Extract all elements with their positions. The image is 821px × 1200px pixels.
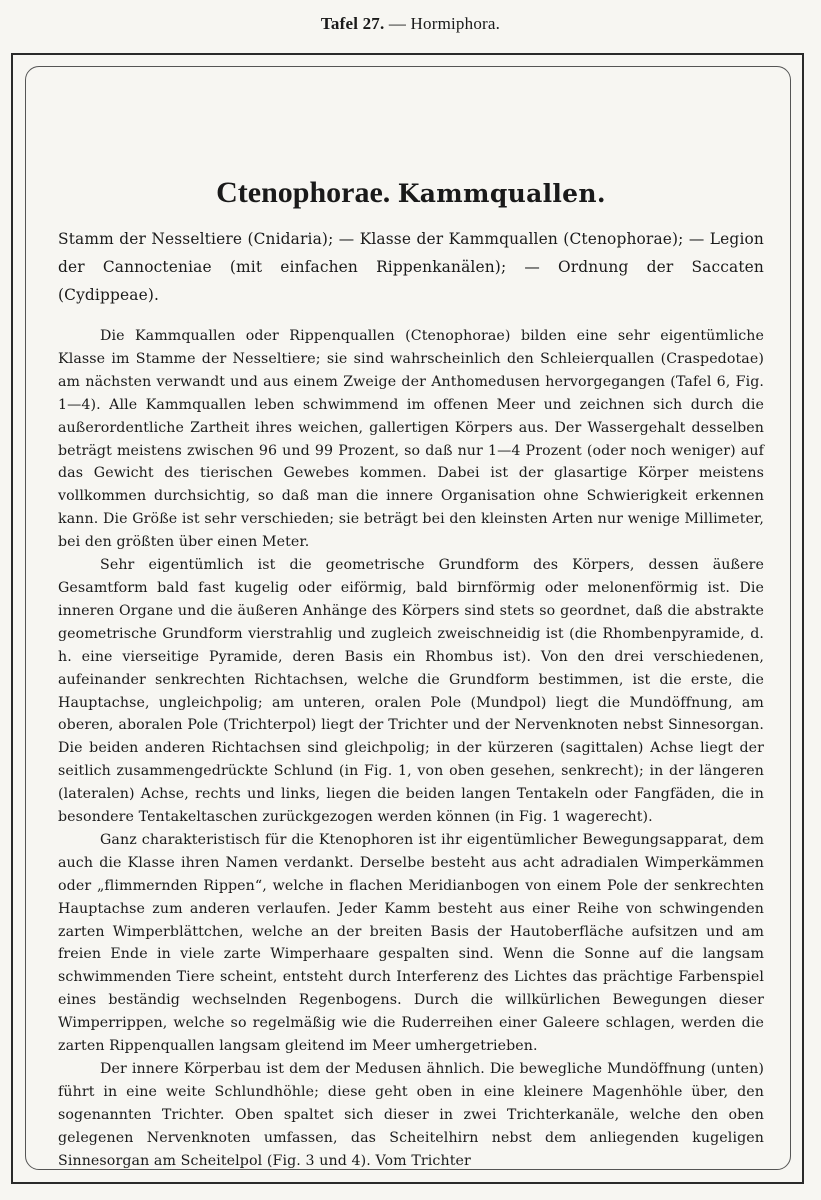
header-separator: — — [388, 14, 407, 33]
paragraph-3: Ganz charakteristisch für die Ktenophoren ist ihr eigentümlicher Bewegungsapparat, dem auch die Klasse ihren Namen verdankt. Derselbe besteht aus acht adradialen Wimperkämmen oder „flimmernden Rippen“, welche in flachen Meridianbogen von einem Pole der senkrechten Hauptachse zum anderen verlaufen. Jeder Kamm besteht aus einer Reihe von schwingenden zarten Wimperblättchen, welche an der breiten Basis der Hautoberfläche aufsitzen und am freien Ende in viele zarte Wimperhaare gespalten sind. Wenn die Sonne auf die langsam schwimmenden Tiere scheint, entsteht durch Interferenz des Lichtes das prächtige Farbenspiel eines beständig wechselnden Regenbogens. Durch die willkürlichen Bewegungen dieser Wimperrippen, welche so regelmäßig wie die Ruderreihen einer Galeere schlagen, werden die zarten Rippenquallen langsam gleitend im Meer umhergetrieben. — [58, 831, 764, 1055]
page-title — [58, 170, 764, 217]
title-german: Kammquallen. — [397, 179, 606, 208]
paragraph-2: Sehr eigentümlich ist die geometrische Grundform des Körpers, dessen äußere Gesamtform bald fast kugelig oder eiförmig, bald birnförmig oder melonenförmig ist. Die inneren Organe und die äußeren Anhänge des Körpers sind stets so geordnet, daß die abstrakte geometrische Grundform vierstrahlig und zugleich zweischneidig ist (die Rhombenpyramide, d. h. eine vierseitige Pyramide, deren Basis ein Rhombus ist). Von den drei verschiedenen, aufeinander senkrechten Richtachsen, welche die Grundform bestimmen, ist die erste, die Hauptachse, ungleichpolig; am unteren, oralen Pole (Mundpol) liegt die Mundöffnung, am oberen, aboralen Pole (Trichterpol) liegt der Trichter und der Nervenknoten nebst Sinnesorgan. Die beiden anderen Richtachsen sind gleichpolig; in der kürzeren (sagittalen) Achse liegt der seitlich zusammengedrückte Schlund (in Fig. 1, von oben gesehen, senkrecht); in der längeren (lateralen) Achse, rechts und links, liegen die beiden langen Tentakeln oder Fangfäden, die in besondere Tentakeltaschen zurückgezogen werden können (in Fig. 1 wagerecht). — [58, 557, 764, 826]
running-head — [0, 14, 821, 34]
paragraph-4: Der innere Körperbau ist dem der Medusen ähnlich. Die bewegliche Mundöffnung (unten) führt in eine weite Schlundhöhle; diese geht oben in eine kleinere Magenhöhle über, den sogenannten Trichter. Oben spaltet sich dieser in zwei Trichterkanäle, welche den oben gelegenen Nervenknoten umfassen, das Scheitelhirn nebst dem anliegenden kugeligen Sinnesorgan am Scheitelpol (Fig. 3 und 4). Vom Trichter — [58, 1061, 764, 1169]
genus-name: Hormiphora. — [410, 14, 501, 33]
plate-number: Tafel 27. — [320, 14, 385, 33]
classification-text: Stamm der Nesseltiere (Cnidaria); — Klasse der Kammquallen (Ctenophorae); — Legion der Cannocteniae (mit einfachen Rippenkanälen); — Ordnung der Saccaten (Cydippeae). — [58, 230, 764, 304]
title-latin: Ctenophorae. — [216, 176, 391, 209]
page-content — [58, 170, 764, 1173]
paragraph-1: Die Kammquallen oder Rippenquallen (Ctenophorae) bilden eine sehr eigentümliche Klasse im Stamme der Nesseltiere; sie sind wahrscheinlich den Schleierquallen (Craspedotae) am nächsten verwandt und aus einem Zweige der Anthomedusen hervorgegangen (Tafel 6, Fig. 1—4). Alle Kammquallen leben schwimmend im offenen Meer und zeichnen sich durch die außerordentliche Zartheit ihres weichen, gallertigen Körpers aus. Der Wassergehalt desselben beträgt meistens zwischen 96 und 99 Prozent, so daß nur 1—4 Prozent (oder noch weniger) auf das Gewicht des tierischen Gewebes kommen. Dabei ist der glasartige Körper meistens vollkommen durchsichtig, so daß man die innere Organisation ohne Schwierigkeit erkennen kann. Die Größe ist sehr verschieden; sie beträgt bei den kleinsten Arten nur wenige Millimeter, bei den größten über einen Meter. — [58, 328, 764, 551]
